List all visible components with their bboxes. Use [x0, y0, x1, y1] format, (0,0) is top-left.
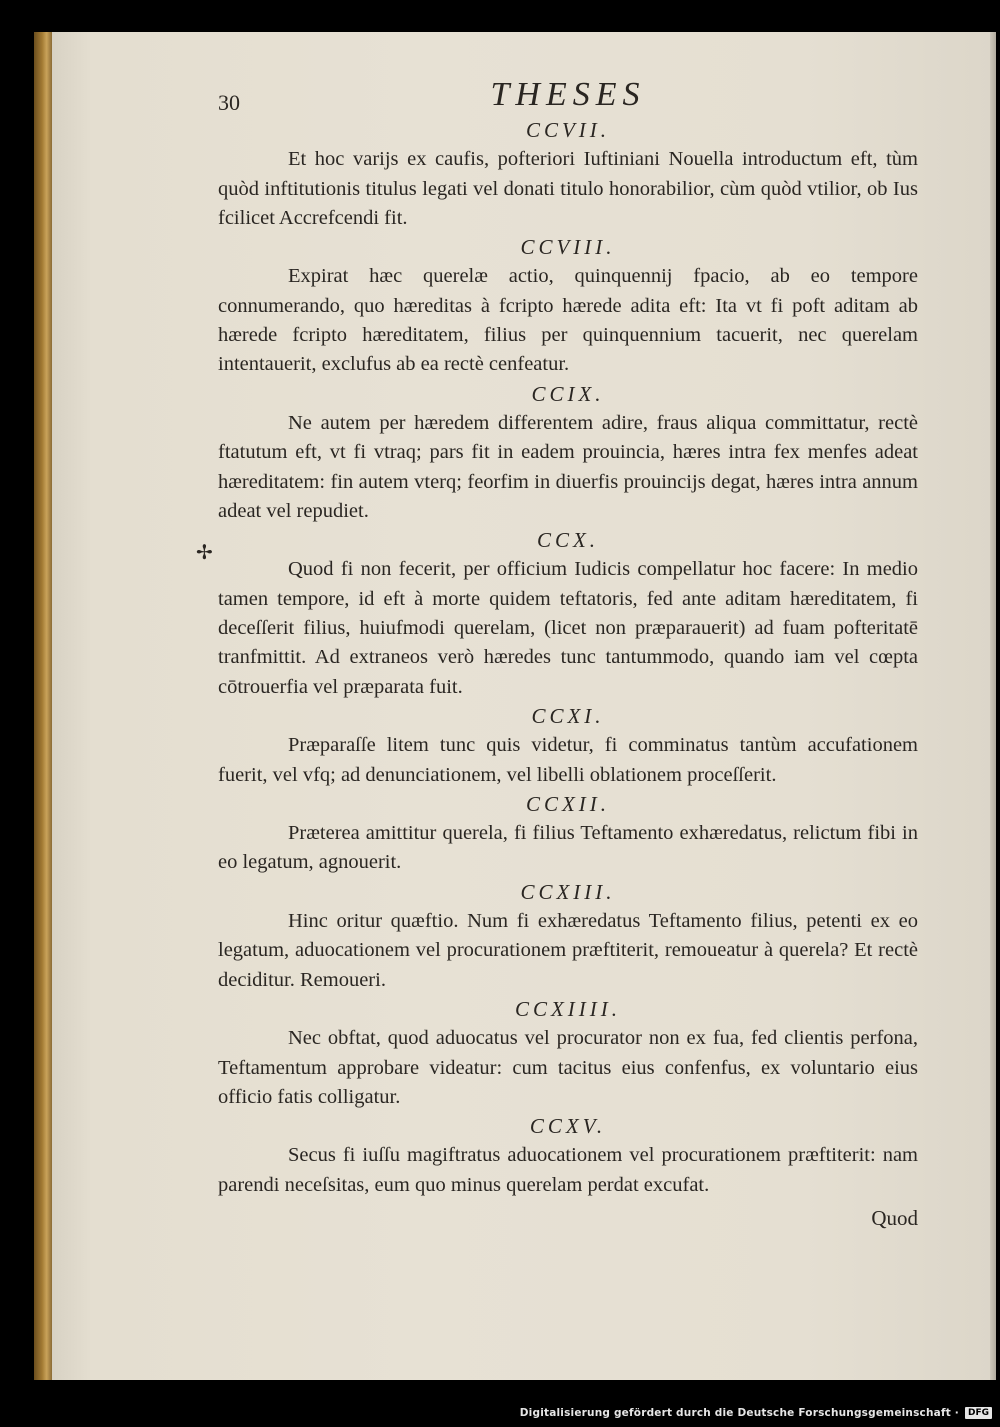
footer-credit: Digitalisierung gefördert durch die Deutsche Forschungsgemeinschaft · [519, 1407, 959, 1419]
page-text [218, 76, 918, 1233]
thesis-number: CCVIII. [520, 235, 616, 260]
thesis-text: Et hoc varijs ex caufis, pofteriori Iuftiniani Nouella introductum eft, tùm quòd inftitutionis titulus legati vel donati titulo honorabilior, cùm quòd vtilior, ob Ius fcilicet Accrefcendi fit. [218, 148, 918, 229]
page-number: 30 [218, 90, 240, 115]
dfg-logo-icon: DFG [965, 1407, 992, 1419]
thesis-number: CCXIII. [520, 879, 616, 904]
thesis-number: CCXII. [525, 791, 611, 816]
thesis-text: Præterea amittitur querela, fi filius Teftamento exhæredatus, relictum fibi in eo legatum, agnouerit. [218, 822, 918, 874]
thesis-number: CCVII. [525, 118, 611, 142]
thesis-text: Quod fi non fecerit, per officium Iudicis compellatur hoc facere: In medio tamen tempore, id eft à morte quidem teftatoris, fed ante aditam hæreditatem, fi deceſſerit filius, huiufmodi querelam, (licet non præparauerit) ad fuam pofteritatē tranfmittit. Ad extraneos verò hæredes tunc tantummodo, quando iam vel cœpta cōtrouerfia vel præparata fuit. [218, 558, 918, 698]
thesis-text: Ne autem per hæredem differentem adire, fraus aliqua committatur, rectè ftatutum eft, vt fi vtraq; pars fit in eadem prouincia, hæres intra fex menfes adeat hæreditatem: fin autem vterq; feorfim in diuerfis prouincijs degat, hæres intra annum adeat vel repudiet. [218, 411, 918, 522]
running-title: THESES [490, 76, 646, 113]
thesis-number: CCIX. [531, 381, 605, 406]
page-edge [990, 32, 996, 1380]
page-header [218, 76, 918, 116]
catchword: Quod [871, 1205, 918, 1230]
thesis-text: Hinc oritur quæftio. Num fi exhæredatus Teftamento filius, petenti ex eo legatum, aduocationem vel procurationem præftiterit, remoueatur à querela? Et rectè deciditur. Remoueri. [218, 910, 918, 991]
book-binding [34, 32, 52, 1380]
thesis-text: Præparaſſe litem tunc quis videtur, fi comminatus tantùm accufationem fuerit, vel vfq; ad denunciationem, vel libelli oblationem proceſſerit. [218, 734, 918, 786]
thesis-number: CCXV. [529, 1114, 607, 1139]
thesis-text: Expirat hæc querelæ actio, quinquennij fpacio, ab eo tempore connumerando, quo hæreditas à fcripto hærede adita eft: Ita vt fi poft aditam ab hærede fcripto hæreditatem, filius per quinquennium tacuerit, nec querelam intentauerit, exclufus ab ea rectè cenfeatur. [218, 265, 918, 376]
thesis-number: CCXI. [531, 703, 605, 728]
thesis-number: CCX. [536, 528, 600, 553]
thesis-text: Secus fi iuſſu magiftratus aduocationem vel procurationem præftiterit: nam parendi neceſsitas, eum quo minus querelam perdat excufat. [218, 1144, 918, 1196]
margin-mark: ✢ [196, 542, 213, 564]
thesis-number: CCXIIII. [514, 996, 622, 1021]
thesis-text: Nec obftat, quod aduocatus vel procurator non ex fua, fed clientis perfona, Teftamentum approbare videatur: cum tacitus eius confenfus, ex voluntario eius officio fatis colligatur. [218, 1027, 918, 1108]
footer [520, 1402, 992, 1424]
